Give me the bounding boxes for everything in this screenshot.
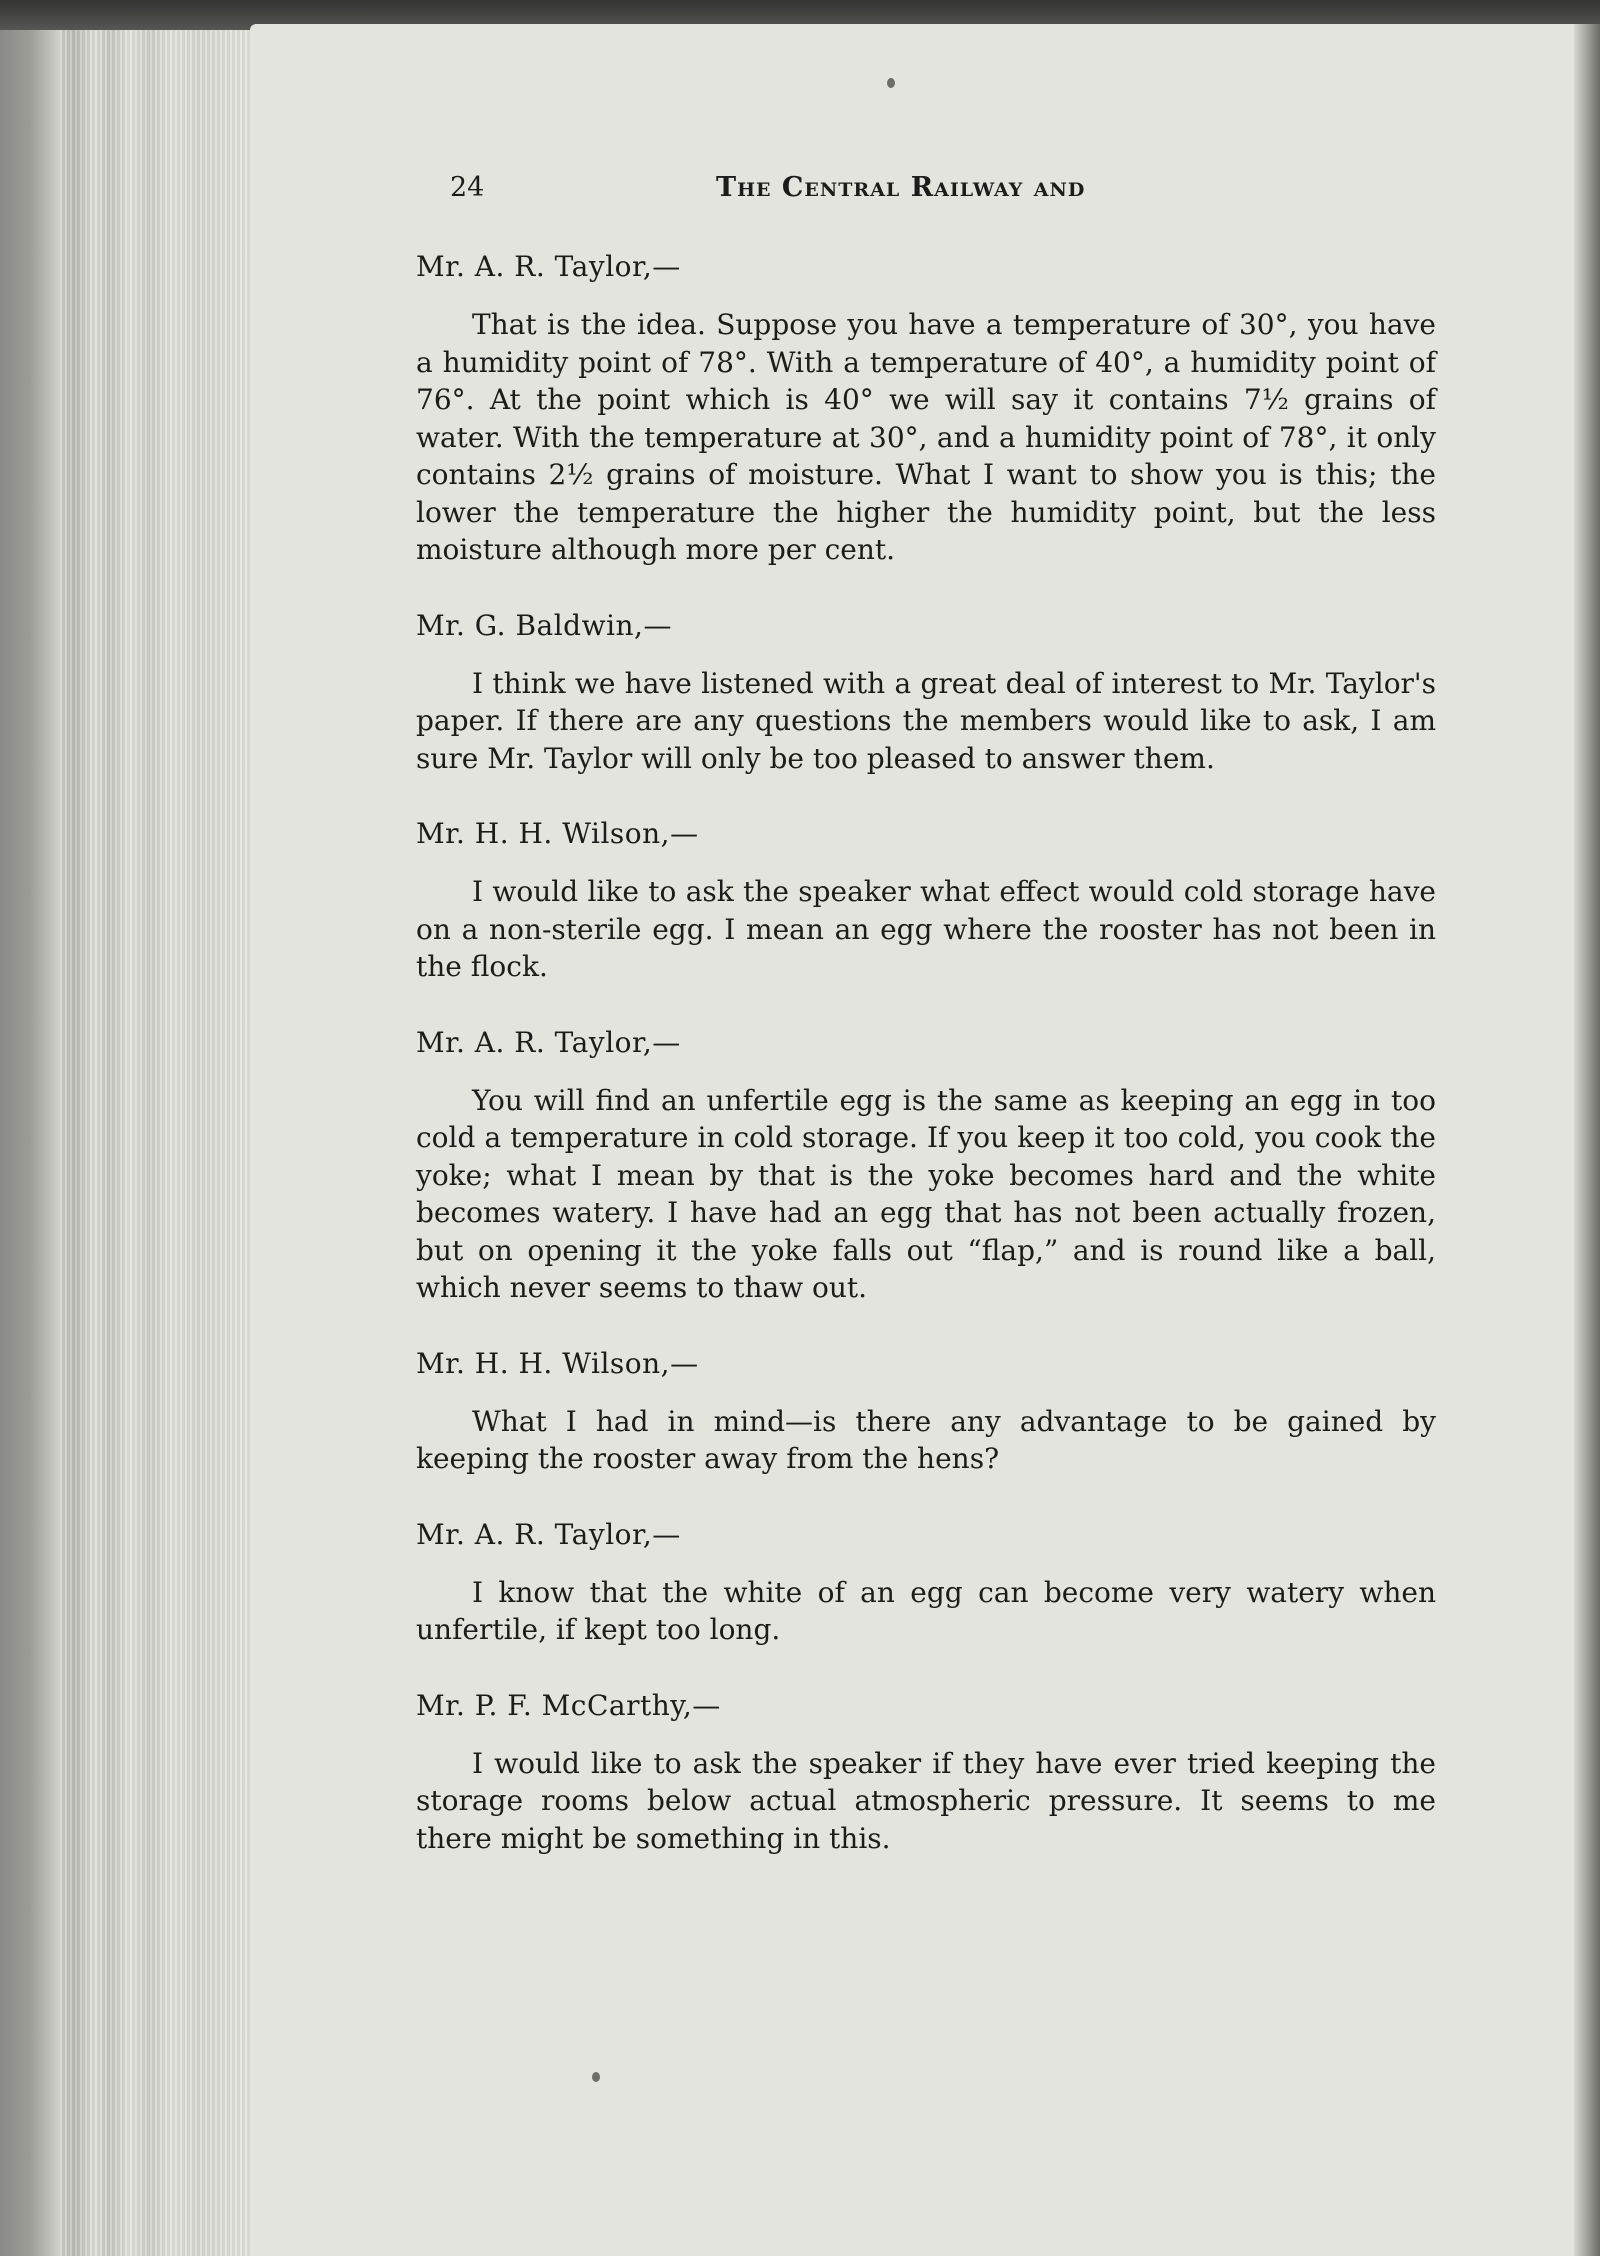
speaker-remarks: I think we have listened with a great deal of interest to Mr. Taylor's paper. If there are any questions the members would like to ask, I am sure Mr. Taylor will only be too pleased to answer them. [416, 666, 1436, 775]
exchange-block [416, 1516, 1436, 1649]
speaker-remarks: What I had in mind—is there any advantage to be gained by keeping the rooster away from the hens? [416, 1404, 1436, 1475]
exchange-block [416, 815, 1436, 986]
exchange-block [416, 1024, 1436, 1307]
exchange-block [416, 1687, 1436, 1858]
speaker-name: Mr. P. F. McCarthy,— [416, 1688, 721, 1722]
page-body [416, 248, 1436, 1895]
speaker-name: Mr. A. R. Taylor,— [416, 1517, 681, 1551]
speaker-remarks: I would like to ask the speaker if they have ever tried keeping the storage rooms below actual atmospheric pressure. It seems to me there might be something in this. [416, 1746, 1436, 1855]
speaker-remarks: That is the idea. Suppose you have a temperature of 30°, you have a humidity point of 78°. With a temperature of 40°, a humidity point of 76°. At the point which is 40° we will say it contains 7½ grains of water. With the temperature at 30°, and a humidity point of 78°, it only contains 2½ grains of moisture. What I want to show you is this; the lower the temperature the higher the humidity point, but the less moisture although more per cent. [416, 308, 1436, 566]
speaker-remarks: You will find an unfertile egg is the same as keeping an egg in too cold a temperature in cold storage. If you keep it too cold, you cook the yoke; what I mean by that is the yoke becomes hard and the white becomes watery. I have had an egg that has not been actually frozen, but on opening it the yoke falls out “flap,” and is round like a ball, which never seems to thaw out. [416, 1083, 1436, 1304]
running-header [416, 172, 1436, 212]
book-gutter-shadow [1574, 24, 1600, 2256]
ink-speck [887, 78, 895, 88]
speaker-remarks: I would like to ask the speaker what effect would cold storage have on a non-sterile egg. I mean an egg where the rooster has not been in the flock. [416, 875, 1436, 983]
exchange-block [416, 248, 1436, 569]
speaker-name: Mr. A. R. Taylor,— [416, 1025, 681, 1059]
speaker-name: Mr. G. Baldwin,— [416, 608, 672, 642]
page-number: 24 [450, 172, 485, 203]
running-title: The Central Railway and [716, 172, 1086, 203]
speaker-name: Mr. H. H. Wilson,— [416, 1346, 699, 1380]
page-edge-stripes [60, 30, 250, 2256]
speaker-name: Mr. A. R. Taylor,— [416, 250, 681, 283]
ink-speck [592, 2072, 600, 2082]
book-page-edges [0, 30, 250, 2256]
speaker-remarks: I know that the white of an egg can become very watery when unfertile, if kept too long. [416, 1575, 1436, 1646]
speaker-name: Mr. H. H. Wilson,— [416, 817, 699, 850]
exchange-block [416, 1345, 1436, 1478]
exchange-block [416, 607, 1436, 778]
